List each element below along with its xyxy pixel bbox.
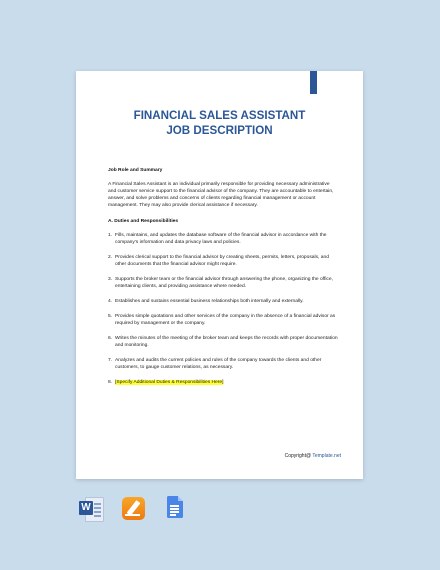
list-item	[108, 379, 338, 386]
list-item	[108, 298, 338, 305]
google-docs-icon[interactable]	[163, 496, 187, 522]
copyright-label: Copyright@	[284, 453, 313, 459]
list-number: 8.	[108, 380, 113, 385]
list-item	[108, 276, 338, 290]
duties-list	[108, 232, 338, 386]
copyright-footer	[285, 453, 341, 459]
list-number: 2.	[108, 255, 113, 260]
document-page	[76, 71, 363, 479]
list-text: Provides clerical support to the financial advisor by creating sheets, permits, letters, proposals, and other documents that the financial advisor might require.	[115, 255, 329, 267]
document-title	[76, 108, 363, 138]
template-brand-link[interactable]: Template.net	[312, 453, 341, 459]
list-number: 7.	[108, 358, 113, 363]
list-text: Analyzes and audits the current policies and rules of the company towards the clients and other customers, to gauge customer relations, as necessary.	[115, 358, 322, 370]
list-number: 5.	[108, 314, 113, 319]
list-item	[108, 335, 338, 349]
list-text: Establishes and sustains essential business relationships both internally and externally.	[115, 299, 304, 304]
list-item	[108, 313, 338, 327]
duties-heading: A. Duties and Responsibilities	[108, 219, 179, 224]
list-text: Provides simple quotations and other services of the company in the absence of a financial advisor as required by management or the company.	[115, 314, 336, 326]
role-heading: Job Role and Summary	[108, 168, 163, 173]
word-letter: W	[79, 501, 93, 515]
list-number: 1.	[108, 233, 113, 238]
list-number: 6.	[108, 336, 113, 341]
list-text: Supports the broker team or the financial advisor through answering the phone, organizing the office, entertaining clients, and providing assistance where needed.	[115, 277, 333, 289]
list-text: Fills, maintains, and updates the database software of the financial advisor in accordance with the company's information and data privacy laws and policies.	[115, 233, 327, 245]
file-format-icons	[79, 496, 187, 522]
list-number: 3.	[108, 277, 113, 282]
additional-duties-placeholder	[115, 379, 338, 386]
title-line-2: JOB DESCRIPTION	[166, 124, 273, 137]
list-text: Writes the minutes of the meeting of the broker team and keeps the records with proper documentation and monitoring.	[115, 336, 338, 348]
list-item	[108, 232, 338, 246]
summary-paragraph: A Financial Sales Assistant is an individual primarily responsible for providing necessary administrative and customer service support to the financial advisor of the company. They are accountable to entertain, answer, and solve problems and concerns of clients regarding financial management or account management. They may also provide clerical assistance if necessary.	[108, 182, 334, 208]
word-icon[interactable]	[79, 496, 103, 522]
highlighted-placeholder: [Specify Additional Duties & Responsibilities Here]	[115, 380, 224, 385]
accent-bar	[310, 71, 317, 94]
pages-icon[interactable]	[121, 496, 145, 522]
list-item	[108, 254, 338, 268]
list-number: 4.	[108, 299, 113, 304]
document-body	[108, 167, 338, 394]
title-line-1: FINANCIAL SALES ASSISTANT	[133, 109, 306, 122]
list-item	[108, 357, 338, 371]
